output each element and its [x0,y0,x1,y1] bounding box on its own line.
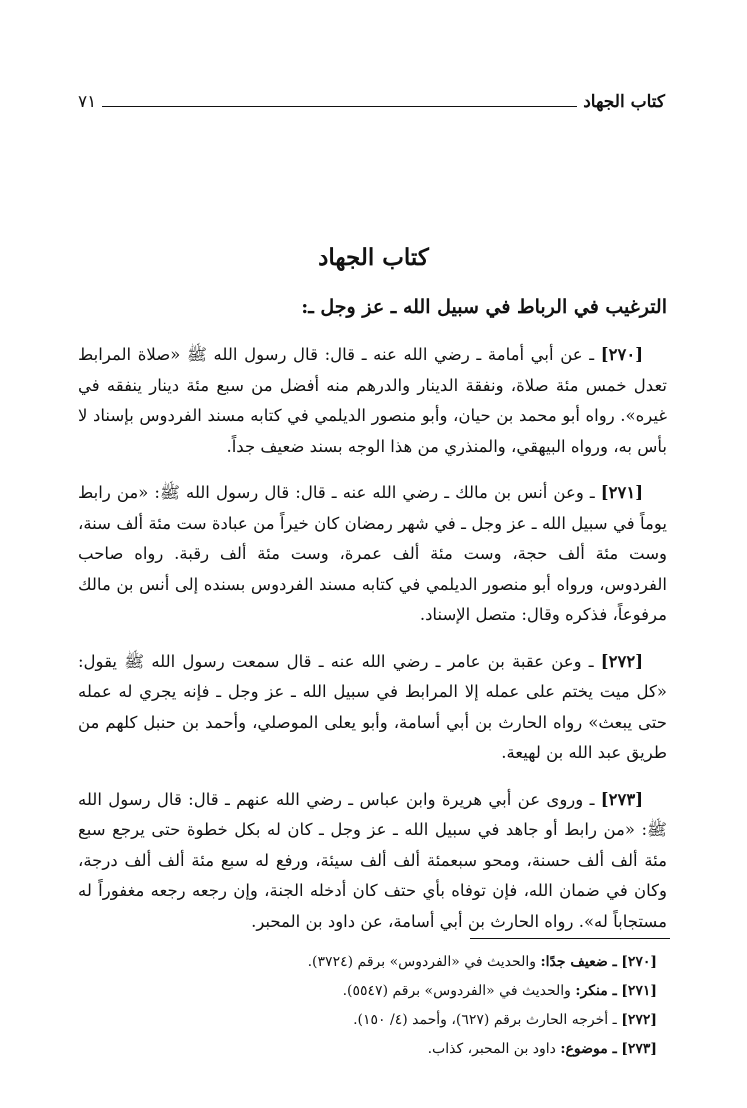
footnote [90,948,667,977]
running-header [78,84,665,112]
hadith-text: ـ عن أبي أمامة ـ رضي الله عنه ـ قال: قال رسول الله ﷺ «صلاة المرابط تعدل خمس مئة صلاة، ونفقة الدينار والدرهم منه أفضل من سبع مئة دينار ينفقه في غيره». رواه أبو محمد بن حيان، وأبو منصور الديلمي في كتابه مسند الفردوس بإسناد لا بأس به، ورواه البيهقي، والمنذري من هذا الوجه بسند ضعيف جداً. [78,345,667,456]
footnotes [90,948,667,1064]
footnote [90,1006,667,1035]
hadith-text: ـ وعن أنس بن مالك ـ رضي الله عنه ـ قال: قال رسول الله ﷺ: «من رابط يوماً في سبيل الله ـ عز وجل ـ في شهر رمضان كان خيراً من عبادة ست مئة ألف سنة، وست مئة ألف حجة، وست مئة ألف عمرة، وست مئة ألف رقبة. رواه صاحب الفردوس، ورواه أبو منصور الديلمي في كتابه مسند الفردوس بسنده إلى أنس بن مالك مرفوعاً، فذكره وقال: متصل الإسناد. [78,483,667,624]
header-rule [102,106,577,107]
footnote-number: [٢٧١] [621,983,657,999]
hadith-number: [٢٧٣] [600,789,644,809]
footnote-separator [470,938,670,939]
footnote-text: والحديث في «الفردوس» برقم (٣٧٢٤). [307,954,536,970]
hadith-number: [٢٧٠] [600,345,643,364]
hadith-paragraph [78,340,667,462]
footnote-grade: ـ منكر: [575,983,617,999]
hadith-text: ـ وروى عن أبي هريرة وابن عباس ـ رضي الله عنهم ـ قال: قال رسول الله ﷺ: «من رابط أو جاهد في سبيل الله ـ عز وجل ـ كان له بكل خطوة حتى يرجع سبع مئة ألف ألف حسنة، ومحو سبعمئة ألف ألف سيئة، ورفع له سبع مئة ألف ألف درجة، وكان في ضمان الله، فإن توفاه بأي حتف كان أدخله الجنة، وإن رجعه رجعه مغفوراً له مستجاباً له». رواه الحارث بن أبي أسامة، عن داود بن المحبر. [78,789,667,931]
footnote-number: [٢٧٠] [621,954,657,970]
hadith-paragraph [78,647,667,769]
section-heading: الترغيب في الرباط في سبيل الله ـ عز وجل ـ: [301,296,667,318]
footnote-grade: ـ ضعيف جدًا: [540,954,617,970]
footnote-text: والحديث في «الفردوس» برقم (٥٥٤٧). [342,983,571,999]
hadith-paragraph [78,478,667,631]
header-chapter-title: كتاب الجهاد [583,92,665,112]
page-number: ٧١ [78,92,97,112]
chapter-title: كتاب الجهاد [318,244,429,271]
hadith-list [78,340,667,953]
footnote-grade: ـ موضوع: [560,1041,617,1057]
footnote [90,1035,667,1064]
hadith-text: ـ وعن عقبة بن عامر ـ رضي الله عنه ـ قال سمعت رسول الله ﷺ يقول: «كل ميت يختم على عمله إلا المرابط في سبيل الله ـ عز وجل ـ فإنه يجري له عمله حتى يبعث» رواه الحارث بن أبي أسامة، وأبو يعلى الموصلي، وأحمد بن حنبل كلهم من طريق عبد الله بن لهيعة. [78,651,667,762]
footnote-number: [٢٧٢] [621,1012,657,1028]
footnote-text: ـ أخرجه الحارث برقم (٦٢٧)، وأحمد (٤/ ١٥٠). [353,1012,617,1028]
footnote [90,977,667,1006]
hadith-number: [٢٧١] [600,483,643,502]
footnote-number: [٢٧٣] [621,1041,657,1057]
hadith-paragraph [78,785,667,938]
footnote-text: داود بن المحبر، كذاب. [427,1041,556,1057]
hadith-number: [٢٧٢] [600,651,643,671]
